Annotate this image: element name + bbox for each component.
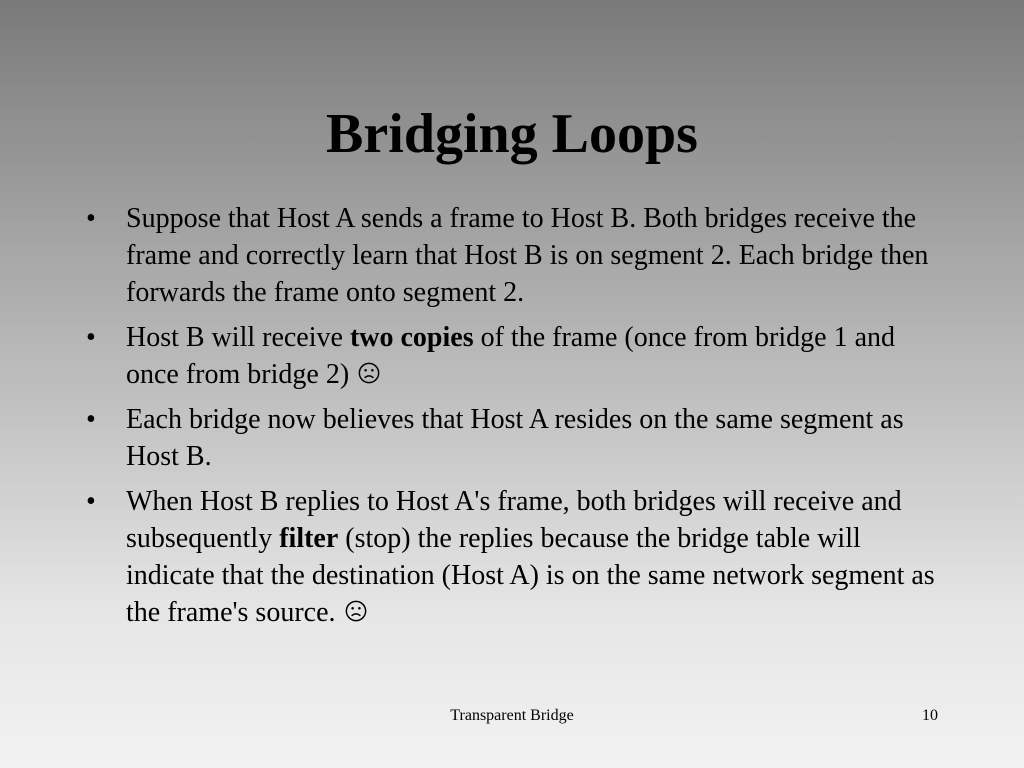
bullet-text-segment: (stop) the replies because the bridge table will indicate that the destination (Host A) is on the same network segment as the frame's source. <box>126 523 935 628</box>
bullet-text <box>126 322 895 390</box>
sad-face-icon <box>345 600 367 622</box>
bullet-marker: • <box>86 486 96 517</box>
sad-face-icon <box>358 362 380 384</box>
footer-title: Transparent Bridge <box>450 707 574 724</box>
bullet-item <box>82 200 942 311</box>
emphasis-filter: filter <box>279 523 339 554</box>
bullet-marker: • <box>86 404 96 435</box>
bullet-marker: • <box>86 322 96 353</box>
page-number: 10 <box>922 707 938 724</box>
bullet-marker: • <box>86 203 96 234</box>
bullet-text-segment: Host B will receive <box>126 322 350 353</box>
bullet-item <box>82 319 942 393</box>
bullet-text <box>126 404 904 472</box>
slide-title: Bridging Loops <box>326 103 698 165</box>
bullet-text-segment: of the frame (once from bridge 1 and once from bridge 2) <box>126 322 895 390</box>
bullet-item <box>82 401 942 475</box>
bullet-text <box>126 203 928 308</box>
bullet-text-segment: Suppose that Host A sends a frame to Host B. Both bridges receive the frame and correctly learn that Host B is on segment 2. Each bridge then forwards the frame onto segment 2. <box>126 203 929 308</box>
bullet-list <box>82 200 942 639</box>
emphasis-two-copies: two copies <box>349 322 474 353</box>
bullet-text-segment: When Host B replies to Host A's frame, both bridges will receive and subsequently <box>126 486 902 554</box>
bullet-text-segment: Each bridge now believes that Host A resides on the same segment as Host B. <box>126 404 904 472</box>
bullet-text <box>126 486 935 628</box>
bullet-item <box>82 483 942 631</box>
